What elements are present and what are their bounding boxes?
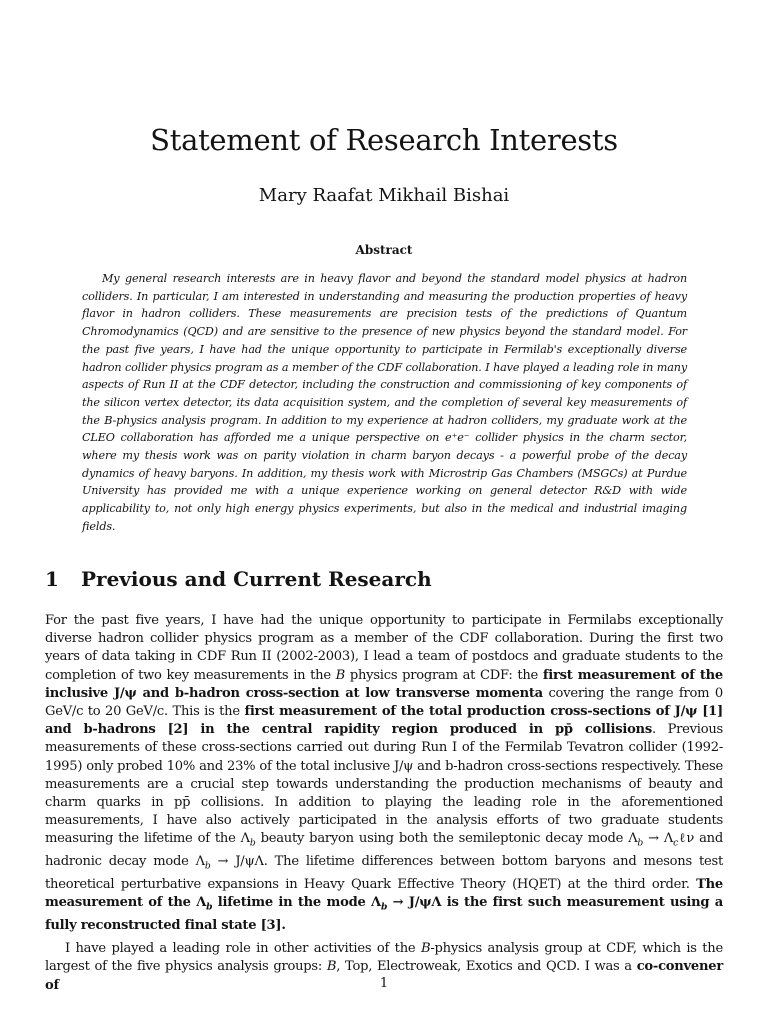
paper-title: Statement of Research Interests <box>150 123 618 157</box>
paragraph1-run: b <box>249 838 256 850</box>
paragraph1-run: first measurement of the total production cross-sections of J/ψ [1] and b-hadrons [2] in the central rapidity region produced in pp̄ collisions <box>45 704 723 738</box>
paragraph1-run: → J/ψΛ. The lifetime differences between bottom baryons and mesons test theoretical perturbative expansions in Heavy Quark Effective Theory (HQET) at the third order. <box>45 854 723 893</box>
paragraph1-run: b <box>206 901 213 913</box>
abstract-text: My general research interests are in heavy flavor and beyond the standard model physics at hadron colliders. In particular, I am interested in understanding and measuring the production properties of heavy flavor in hadron colliders. These measurements are precision tests of the predictions of Quantum Chromodynamics (QCD) and are sensitive to the presence of new physics beyond the standard model. For the past five years, I have had the unique opportunity to participate in Fermilab's exceptionally diverse hadron collider physics program as a member of the CDF collaboration. I have played a leading role in many aspects of Run II at the CDF detector, including the construction and commissioning of key components of the silicon vertex detector, its data acquisition system, and the completion of several key measurements of the B-physics analysis program. In addition to my experience at hadron colliders, my graduate work at the CLEO collaboration has afforded me a unique perspective on e⁺e⁻ collider physics in the charm sector, where my thesis work was on parity violation in charm baryon decays - a powerful probe of the decay dynamics of heavy baryons. In addition, my thesis work with Microstrip Gas Chambers (MSGCs) at Purdue University has provided me with a unique experience working on general detector R&D with wide applicability to, not only high energy physics experiments, but also in the medical and industrial imaging fields. <box>82 272 687 533</box>
paragraph1-run: For the past five years, I have had the unique opportunity to participate in Fermilabs exceptionally diverse hadron collider physics program as a member of the CDF collaboration. During the first two years of data taking in CDF Run II (2002-2003), I lead a team of postdocs and graduate students to the completion of two key measurements in the <box>45 613 723 683</box>
paragraph1-run: B <box>335 667 346 683</box>
paragraph1-run: lifetime in the mode Λ <box>212 895 381 911</box>
abstract-heading: Abstract <box>355 243 413 257</box>
body-text <box>45 612 723 995</box>
paragraph2-run: B <box>420 941 431 957</box>
paragraph2-run: , Top, Electroweak, Exotics and QCD. I was a <box>336 959 637 975</box>
paragraph1-run: b <box>637 838 644 850</box>
paragraph-1 <box>45 612 723 935</box>
paragraph1-run: beauty baryon using both the semileptonic decay mode Λ <box>255 831 638 847</box>
paragraph1-run: The measurement of the Λ <box>45 877 723 911</box>
paragraph1-run: covering the range from 0 GeV/c to 20 GeV/c. This is the <box>45 685 723 720</box>
paragraph2-run: B <box>326 959 337 975</box>
section-number: 1 <box>45 567 59 591</box>
section-title: Previous and Current Research <box>81 567 432 591</box>
author-name: Mary Raafat Mikhail Bishai <box>258 185 510 206</box>
paragraph1-run: first measurement of the inclusive J/ψ and b-hadron cross-section at low transverse momenta <box>45 667 723 701</box>
paragraph1-run: ℓν and hadronic decay mode Λ <box>45 831 723 870</box>
paragraph1-run: physics program at CDF: the <box>345 667 543 683</box>
paragraph2-run: I have played a leading role in other activities of the <box>65 941 421 957</box>
paragraph1-run: c <box>673 838 679 850</box>
paragraph1-run: . Previous measurements of these cross-sections carried out during Run I of the Fermilab Tevatron collider (1992-1995) only probed 10% and 23% of the total inclusive J/ψ and b-hadron cross-sections respectively. These measurements are a crucial step towards understanding the production mechanisms of beauty and charm quarks in pp̄ collisions. In addition to playing the leading role in the aforementioned measurements, I have also actively participated in the analysis efforts of two graduate students measuring the lifetime of the Λ <box>45 722 724 847</box>
paragraph1-run: b <box>380 901 388 913</box>
section-heading <box>45 566 725 592</box>
paragraph2-run: -physics analysis group at CDF, which is the largest of the five physics analysis groups: <box>45 941 723 975</box>
paragraph1-run: b <box>204 860 211 872</box>
paragraph2-run: co-convener of <box>45 959 723 993</box>
paragraph1-run: → Λ <box>643 831 674 847</box>
page-number: 1 <box>379 976 389 991</box>
paragraph1-run: → J/ψΛ is the first such measurement using a fully reconstructed final state [3]. <box>45 895 723 934</box>
